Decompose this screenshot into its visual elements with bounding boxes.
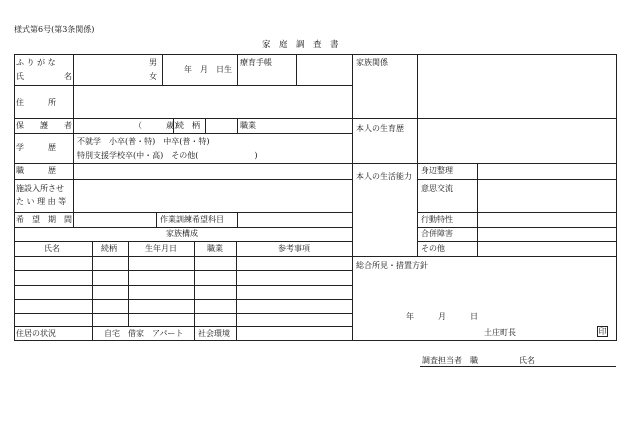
col-name: 氏名 (44, 244, 60, 253)
seal-icon: 印 (598, 327, 607, 336)
complications-label: 合併障害 (421, 229, 453, 238)
education-label: 学 歴 (16, 143, 56, 152)
overall-findings-label: 総合所見・措置方針 (356, 261, 428, 270)
col-notes: 参考事項 (278, 244, 310, 253)
ryoiku-label: 療育手帳 (240, 58, 272, 67)
date-label: 年 月 日 (406, 312, 478, 321)
residence-label: 住居の状況 (16, 329, 56, 338)
communication-label: 意思交流 (421, 184, 453, 193)
col-birth: 生年月日 (145, 244, 177, 253)
page-title: 家 庭 調 査 書 (262, 40, 339, 50)
reason-label-2: た い 理 由 等 (16, 197, 67, 206)
education-options-1: 不就学 小卒(普・特) 中卒(普・特) (77, 137, 210, 146)
life-ability-label: 本人の生活能力 (356, 172, 412, 181)
male-option: 男 (149, 58, 157, 67)
work-history-label: 職 歴 (16, 166, 56, 175)
col-occupation: 職業 (207, 244, 223, 253)
furigana-label: ふ り が な (16, 58, 56, 67)
female-option: 女 (149, 72, 157, 81)
birth-label: 年 月 日生 (184, 65, 232, 74)
officer-name-label: 氏名 (519, 356, 535, 365)
behavior-label: 行動特性 (421, 215, 453, 224)
reason-label-1: 施設入所させ (16, 184, 64, 193)
family-relations-label: 家族関係 (356, 58, 388, 67)
col-relation: 続柄 (101, 244, 117, 253)
other-label: その他 (421, 244, 445, 253)
residence-options: 自宅 借家 アパート (104, 329, 184, 338)
wish-period-label: 希 望 期 間 (16, 215, 72, 224)
name-label: 氏 名 (16, 72, 72, 81)
training-subject-label: 作業訓練希望科目 (160, 215, 224, 224)
self-care-label: 身辺整理 (421, 166, 453, 175)
address-label: 住 所 (16, 98, 56, 107)
life-history-label: 本人の生育歴 (356, 124, 404, 133)
occupation-label: 職業 (240, 121, 256, 130)
education-options-2: 特別支援学校卒(中・高) その他( ) (77, 151, 258, 160)
mayor-label: 土庄町長 (484, 328, 516, 337)
form-number: 様式第6号(第3条関係) (14, 25, 95, 34)
officer-label: 調査担当者 職 (422, 356, 478, 365)
relation-label: 続 柄 (176, 121, 200, 130)
family-composition-label: 家族構成 (166, 229, 198, 238)
guardian-age: （ 歳） (134, 121, 182, 130)
social-env-label: 社会環境 (198, 329, 230, 338)
guardian-label: 保 護 者 (16, 121, 72, 130)
